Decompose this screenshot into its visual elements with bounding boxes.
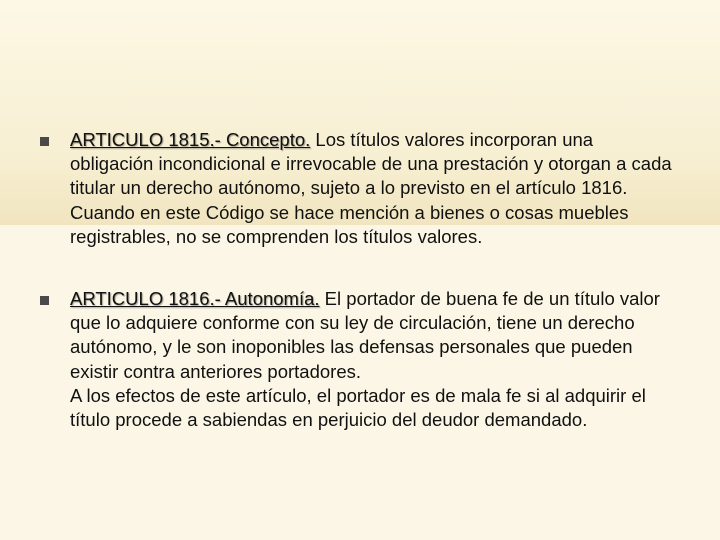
article-1815-paragraph-1: Los títulos valores incorporan una obligación incondicional e irrevocable de una prestación y otorgan a cada titular un derecho autónomo, sujeto a lo previsto en el artículo 1816. bbox=[70, 129, 672, 199]
article-1816-heading: ARTICULO 1816.- Autonomía. bbox=[70, 288, 320, 310]
article-1816-item bbox=[40, 287, 680, 432]
article-1816-text bbox=[70, 287, 680, 432]
article-1816-paragraph-2: A los efectos de este artículo, el portador es de mala fe si al adquirir el título procede a sabiendas en perjuicio del deudor demandado. bbox=[70, 384, 646, 431]
article-1815-text bbox=[70, 128, 680, 249]
square-bullet-icon bbox=[40, 137, 49, 146]
article-1815-heading: ARTICULO 1815.- Concepto. bbox=[70, 129, 311, 150]
square-bullet-icon bbox=[40, 296, 49, 305]
article-1815-item bbox=[40, 128, 680, 249]
slide-content bbox=[40, 128, 680, 470]
article-1815-paragraph-2: Cuando en este Código se hace mención a bienes o cosas muebles registrables, no se comprenden los títulos valores. bbox=[70, 201, 629, 247]
article-1816-paragraph-1: El portador de buena fe de un título valor que lo adquiere conforme con su ley de circulación, tiene un derecho autónomo, y le son inoponibles las defensas personales que pueden existir contra anteriores portadores. bbox=[70, 288, 660, 382]
